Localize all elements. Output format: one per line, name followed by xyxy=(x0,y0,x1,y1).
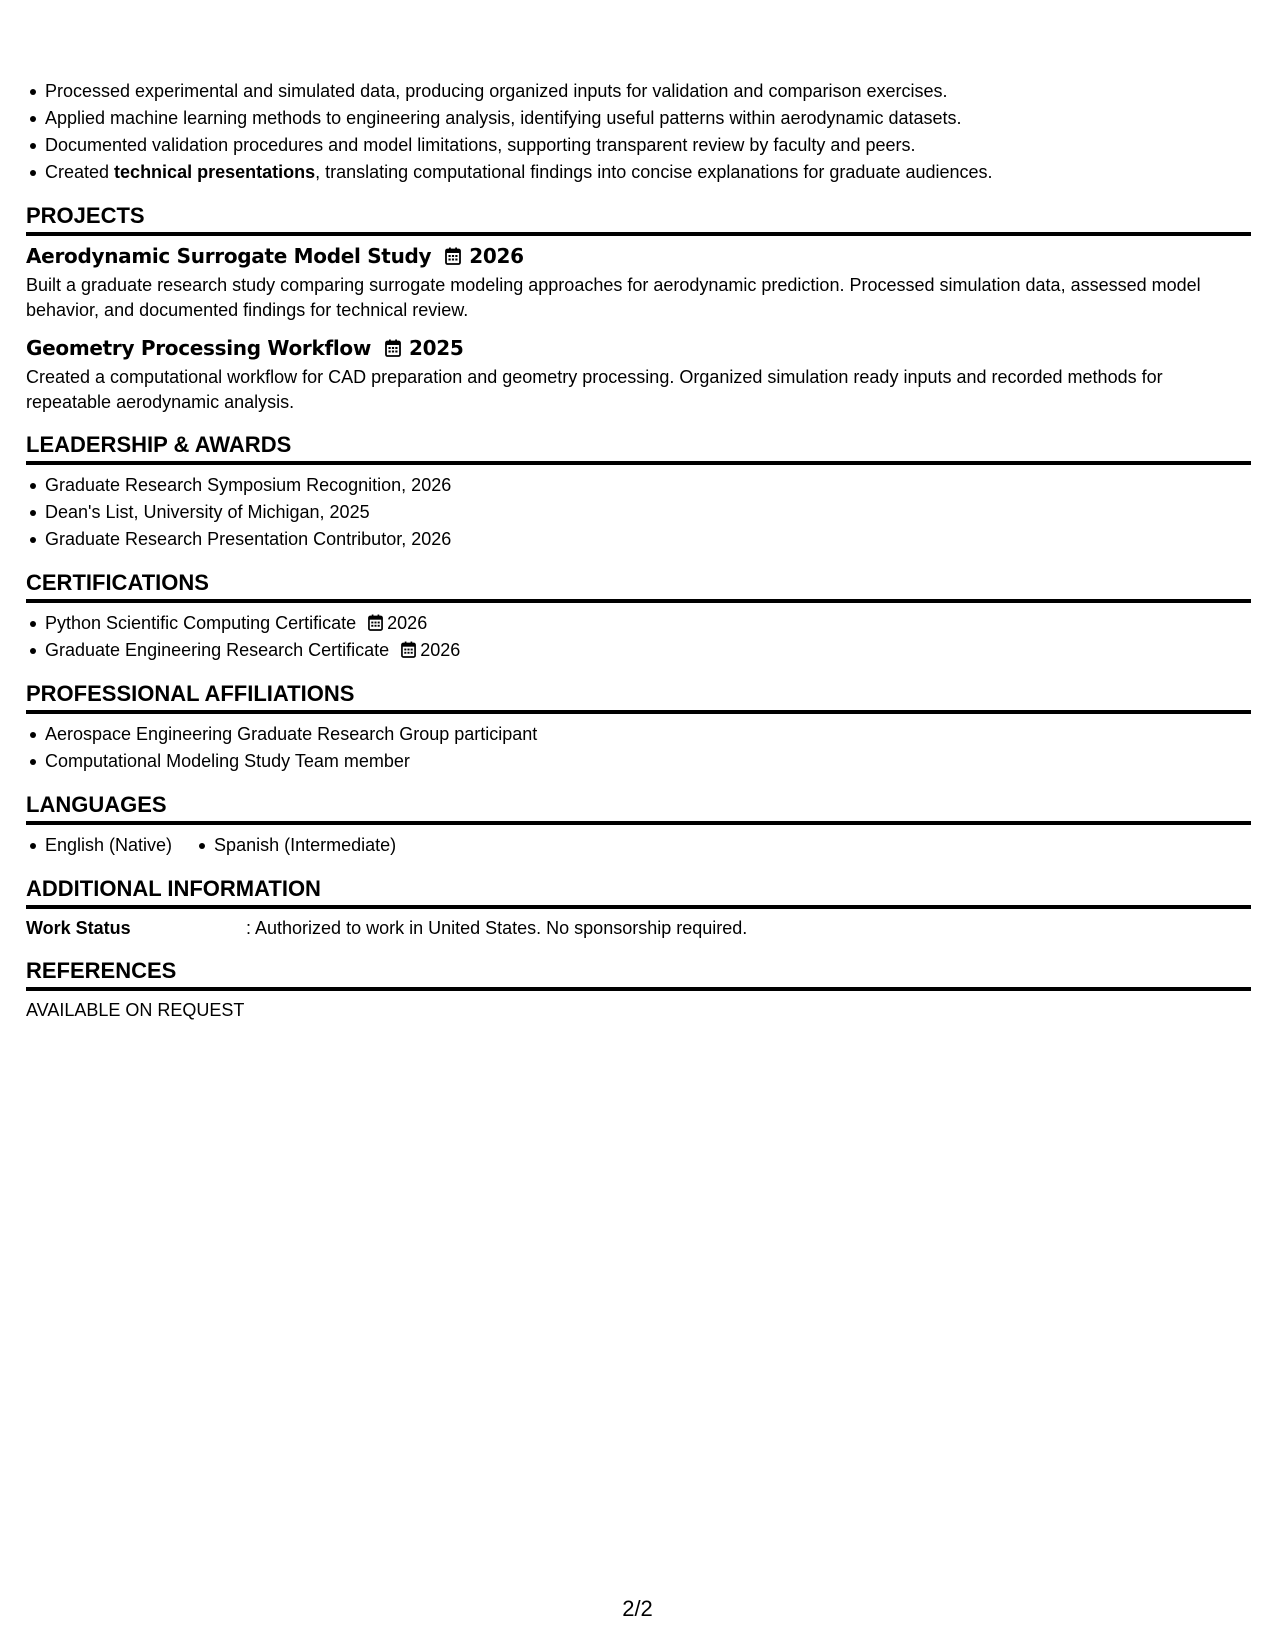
section-title: ADDITIONAL INFORMATION xyxy=(26,876,1251,909)
resume-page xyxy=(26,78,1251,1023)
project-year: 2026 xyxy=(469,244,524,268)
list-item: Processed experimental and simulated data, producing organized inputs for validation and comparison exercises. xyxy=(45,78,1251,105)
section-title: LEADERSHIP & AWARDS xyxy=(26,432,1251,465)
list-item: Computational Modeling Study Team member xyxy=(45,748,1251,775)
list-item: Graduate Research Symposium Recognition, 2026 xyxy=(45,472,1251,499)
certificate-year: 2026 xyxy=(387,613,428,633)
references-text: AVAILABLE ON REQUEST xyxy=(26,1000,245,1020)
list-item: Dean's List, University of Michigan, 2025 xyxy=(45,499,1251,526)
list-item: Graduate Research Presentation Contributor, 2026 xyxy=(45,526,1251,553)
work-status-row xyxy=(26,916,1251,941)
certificate-name: Graduate Engineering Research Certificate xyxy=(45,640,390,660)
certificate-name: Python Scientific Computing Certificate xyxy=(45,613,357,633)
language-item: Spanish (Intermediate) xyxy=(214,832,396,859)
language-item: English (Native) xyxy=(45,832,172,859)
languages-section xyxy=(26,792,1251,859)
list-item xyxy=(45,610,1251,637)
project-year: 2025 xyxy=(409,336,464,360)
section-title: CERTIFICATIONS xyxy=(26,570,1251,603)
page-number: 2/2 xyxy=(622,1596,653,1621)
calendar-icon xyxy=(445,247,461,265)
calendar-icon xyxy=(401,641,416,658)
references-section xyxy=(26,958,1251,1023)
work-status-label: Work Status xyxy=(26,918,131,938)
certificate-year: 2026 xyxy=(420,640,461,660)
section-title: REFERENCES xyxy=(26,958,1251,991)
work-status-value: : Authorized to work in United States. No sponsorship required. xyxy=(246,918,748,938)
list-item: Documented validation procedures and model limitations, supporting transparent review by faculty and peers. xyxy=(45,132,1251,159)
bold-text: technical presentations xyxy=(114,162,316,182)
list-item: Created technical presentations, translating computational findings into concise explanations for graduate audiences. xyxy=(45,159,1251,186)
additional-info-section xyxy=(26,876,1251,941)
project-description: Built a graduate research study comparing surrogate modeling approaches for aerodynamic prediction. Processed simulation data, assessed model behavior, and documented findings for technical review. xyxy=(26,275,1201,320)
leadership-section xyxy=(26,432,1251,553)
project-name: Geometry Processing Workflow xyxy=(26,336,372,360)
affiliations-section xyxy=(26,681,1251,775)
list-item xyxy=(45,637,1251,664)
project-item xyxy=(26,335,1251,415)
certifications-section xyxy=(26,570,1251,664)
project-item xyxy=(26,243,1251,323)
experience-bullets xyxy=(26,78,1251,186)
section-title: PROFESSIONAL AFFILIATIONS xyxy=(26,681,1251,714)
projects-section xyxy=(26,203,1251,415)
section-title: LANGUAGES xyxy=(26,792,1251,825)
list-item: Aerospace Engineering Graduate Research Group participant xyxy=(45,721,1251,748)
calendar-icon xyxy=(385,339,401,357)
section-title: PROJECTS xyxy=(26,203,1251,236)
project-description: Created a computational workflow for CAD preparation and geometry processing. Organized simulation ready inputs and recorded methods for repeatable aerodynamic analysis. xyxy=(26,367,1163,412)
project-name: Aerodynamic Surrogate Model Study xyxy=(26,244,432,268)
list-item: Applied machine learning methods to engineering analysis, identifying useful patterns within aerodynamic datasets. xyxy=(45,105,1251,132)
calendar-icon xyxy=(368,614,383,631)
